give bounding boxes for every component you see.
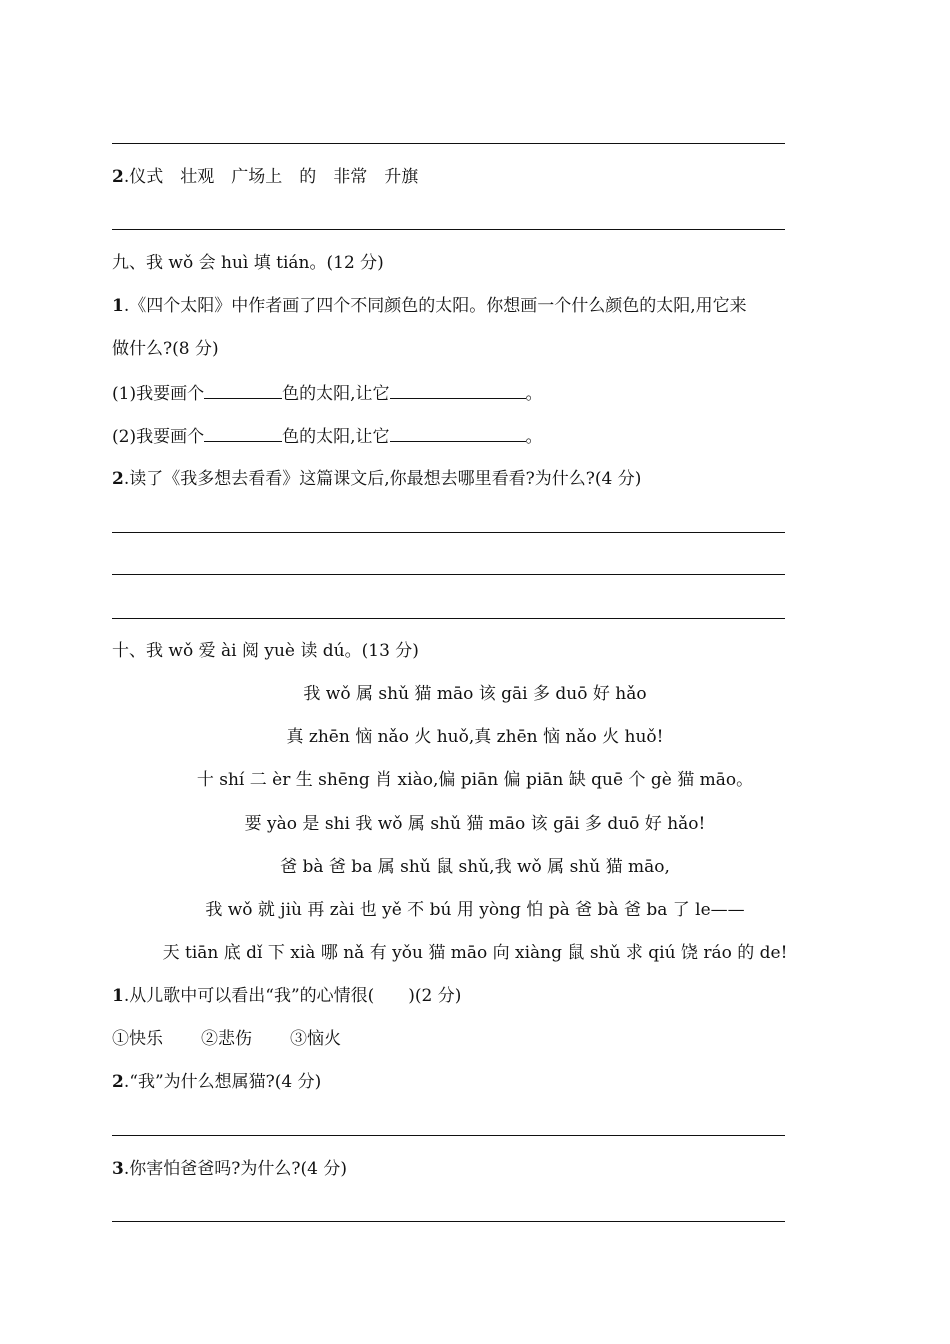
poem-line: 十 shí 二 èr 生 shēng 肖 xiào,偏 piān 偏 piān 缺 quē 个 gè 猫 māo。: [196, 770, 754, 790]
item-text: .读了《我多想去看看》这篇课文后,你最想去哪里看看?为什么?(4 分): [123, 469, 642, 489]
q10-options: [112, 1027, 341, 1051]
color-blank[interactable]: [204, 424, 282, 442]
sub-text-c: 。: [525, 384, 543, 404]
item-text: .从儿歌中可以看出“我”的心情很( )(2 分): [123, 986, 462, 1006]
item-text: .你害怕爸爸吗?为什么?(4 分): [123, 1159, 347, 1179]
q9-sub2: [112, 424, 543, 449]
item-number: 1: [112, 986, 124, 1006]
sub-text-a: (2)我要画个: [112, 427, 205, 447]
item-number: 2: [112, 469, 124, 489]
option-3[interactable]: ③恼火: [290, 1029, 341, 1049]
poem-line: 我 wǒ 就 jiù 再 zài 也 yě 不 bú 用 yòng 怕 pà 爸 bà 爸 ba 了 le——: [205, 900, 745, 920]
option-1[interactable]: ①快乐: [112, 1029, 163, 1049]
sub-text-a: (1)我要画个: [112, 384, 205, 404]
poem-line: 天 tiān 底 dǐ 下 xià 哪 nǎ 有 yǒu 猫 māo 向 xiàng 鼠 shǔ 求 qiú 饶 ráo 的 de!: [162, 943, 788, 963]
sub-text-b: 色的太阳,让它: [282, 427, 390, 447]
sub-text-c: 。: [525, 427, 543, 447]
poem-line: 我 wǒ 属 shǔ 猫 māo 该 gāi 多 duō 好 hǎo: [303, 684, 647, 704]
answer-line[interactable]: [112, 618, 785, 619]
q9-sub1: [112, 381, 543, 406]
answer-line[interactable]: [112, 229, 785, 230]
q10-item3: [112, 1157, 347, 1181]
item-number: 1: [112, 296, 124, 316]
item-text: .“我”为什么想属猫?(4 分): [123, 1072, 322, 1092]
item-number: 2: [112, 1072, 124, 1092]
q8-item2: [112, 165, 418, 189]
answer-line[interactable]: [112, 532, 785, 533]
answer-line[interactable]: [112, 574, 785, 575]
q9-item1-line1: [112, 294, 747, 318]
poem-line: 要 yào 是 shi 我 wǒ 属 shǔ 猫 māo 该 gāi 多 duō 好 hǎo!: [244, 814, 706, 834]
answer-line[interactable]: [112, 143, 785, 144]
purpose-blank[interactable]: [390, 424, 526, 442]
poem-line: 爸 bà 爸 ba 属 shǔ 鼠 shǔ,我 wǒ 属 shǔ 猫 māo,: [280, 857, 670, 877]
q10-item2: [112, 1070, 321, 1094]
option-2[interactable]: ②悲伤: [201, 1029, 252, 1049]
color-blank[interactable]: [204, 381, 282, 399]
q9-heading: 九、我 wǒ 会 huì 填 tián。(12 分): [112, 253, 384, 273]
item-number: 2: [112, 167, 124, 187]
q10-heading: 十、我 wǒ 爱 ài 阅 yuè 读 dú。(13 分): [112, 641, 419, 661]
item-number: 3: [112, 1159, 124, 1179]
item-text: .《四个太阳》中作者画了四个不同颜色的太阳。你想画一个什么颜色的太阳,用它来: [123, 296, 747, 316]
q10-item1: [112, 984, 461, 1008]
sub-text-b: 色的太阳,让它: [282, 384, 390, 404]
answer-line[interactable]: [112, 1221, 785, 1222]
q9-item1-line2: 做什么?(8 分): [112, 339, 219, 359]
purpose-blank[interactable]: [390, 381, 526, 399]
item-text: .仪式 壮观 广场上 的 非常 升旗: [123, 167, 419, 187]
answer-line[interactable]: [112, 1135, 785, 1136]
q9-item2: [112, 467, 641, 491]
poem-line: 真 zhēn 恼 nǎo 火 huǒ,真 zhēn 恼 nǎo 火 huǒ!: [286, 727, 664, 747]
